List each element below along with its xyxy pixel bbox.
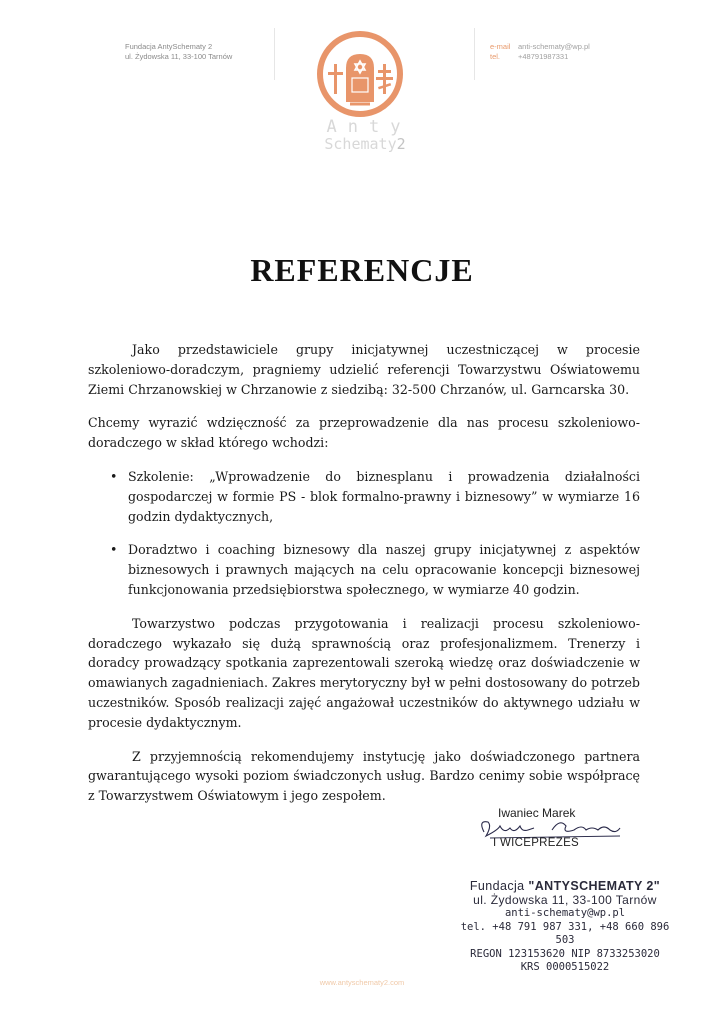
stamp-line-org [460,880,670,894]
list-item [110,540,640,599]
list-item [110,467,640,526]
bullet-icon: • [110,542,118,558]
letterhead-org-name: Fundacja AntySchematy 2 [125,42,213,51]
letterhead-address: ul. Żydowska 11, 33-100 Tarnów [125,52,233,61]
signatory-role: I WICEPREZES [493,837,580,849]
stamp-org-prefix: Fundacja [469,879,529,893]
logo-wordmark-suffix: 2 [396,135,406,153]
email-label: e-mail [490,42,511,51]
footer-website: www.antyschematy2.com [319,978,405,987]
logo-wordmark [300,118,430,152]
stamp-line-phone: tel. +48 791 987 331, +48 660 896 503 [460,920,670,946]
letterhead-divider-right [474,28,475,80]
letterhead-email-row [490,42,590,52]
stamp-line-regon-nip: REGON 123153620 NIP 8733253020 [470,947,660,960]
letterhead-address-block [125,42,232,62]
phone-label: tel. [490,52,501,61]
list-item-text: Szkolenie: „Wprowadzenie do biznesplanu i prowadzenia działalności gospodarczej w formie PS - blok formalno-prawny i biznesowy” w wymiarze 16 godzin dydaktycznych, [128,468,640,524]
stamp-line-email: anti-schematy@wp.pl [504,907,626,919]
organization-stamp [460,880,670,975]
logo-wordmark-line1: Anty [326,117,412,137]
stamp-line-address: ul. Żydowska 11, 33-100 Tarnów [473,892,657,907]
letter-body [88,340,640,820]
letterhead-phone: +48791987331 [518,52,569,61]
paragraph-thanks: Chcemy wyrazić wdzięczność za przeprowadzenie dla nas procesu szkoleniowo-doradczego w skład którego wchodzi: [88,415,640,451]
logo-wordmark-line2 [300,136,430,152]
letterhead-contact-block [490,42,590,62]
list-item-text: Doradztwo i coaching biznesowy dla naszej grupy inicjatywnej z aspektów biznesowych i prawnych mających na celu opracowanie koncepcji biznesowej funkcjonowania przedsiębiorstwa społecznego, w wymiarze 40 godzin. [128,542,640,597]
logo-wordmark-schematy: Schematy [324,135,397,153]
antyschematy-logo-icon [312,28,408,124]
paragraph-recommendation: Z przyjemnością rekomendujemy instytucję jako doświadczonego partnera gwarantującego wysoki poziom świadczonych usług. Bardzo cenimy sobie współpracę z Towarzystwem Oświatowym i jego zespołem. [88,748,640,804]
letterhead-email: anti-schematy@wp.pl [518,42,590,51]
document-title: REFERENCJE [250,252,474,288]
services-list [88,467,640,600]
stamp-line-krs: KRS 0000515022 [520,961,610,973]
paragraph-intro: Jako przedstawiciele grupy inicjatywnej uczestniczącej w procesie szkoleniowo-doradczym, pragniemy udzielić referencji Towarzystwu Oświatowemu Ziemi Chrzanowskiej w Chrzanowie z siedzibą: 32-500 Chrzanów, ul. Garncarska 30. [88,342,640,397]
signatory-name: Iwaniec Marek [498,806,576,820]
bullet-icon: • [110,468,118,484]
letterhead-divider-left [274,28,275,80]
paragraph-evaluation: Towarzystwo podczas przygotowania i realizacji procesu szkoleniowo-doradczego wykazało się dużą sprawnością oraz profesjonalizmem. Trenerzy i doradcy prowadzący spotkania zaprezentowali szeroką wiedzę oraz doświadczenie w omawianych zagadnieniach. Zakres merytoryczny był w pełni dostosowany do potrzeb uczestników. Sposób realizacji zajęć angażował uczestników do aktywnego udziału w procesie dydaktycznym. [88,615,640,730]
letterhead-phone-row [490,52,590,62]
stamp-org-name: "ANTYSCHEMATY 2" [528,879,661,893]
